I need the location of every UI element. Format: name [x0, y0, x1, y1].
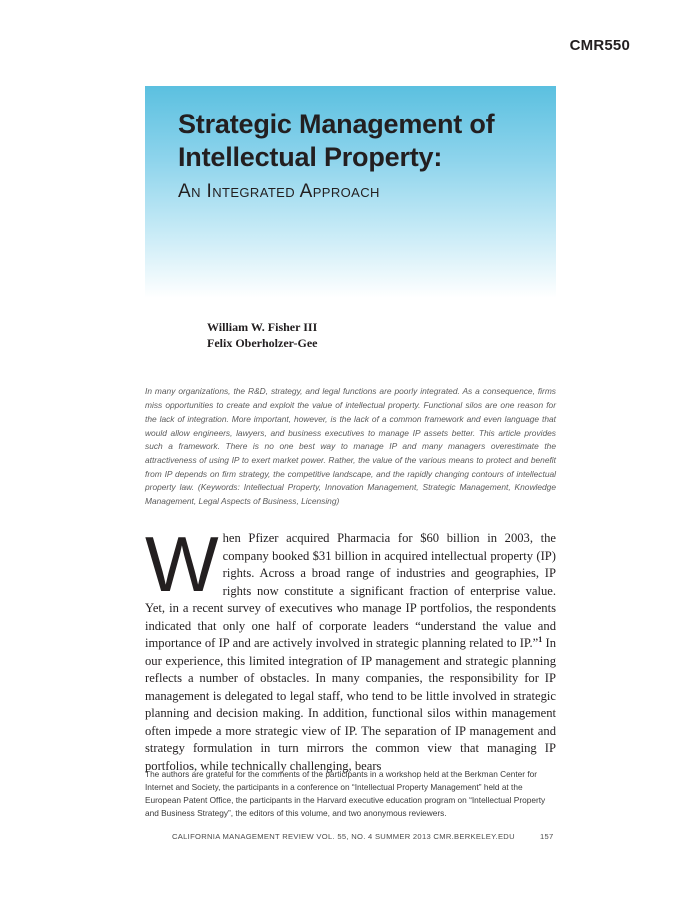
title-line-1: Strategic Management of	[178, 109, 495, 139]
body-text	[145, 520, 557, 775]
footnote-ref[interactable]: 1	[538, 634, 543, 644]
article-code: CMR550	[569, 37, 630, 54]
article-subtitle: An Integrated Approach	[178, 181, 380, 202]
article-title	[178, 108, 494, 174]
author-name: Felix Oberholzer-Gee	[207, 336, 318, 350]
drop-cap: W	[145, 520, 217, 608]
author-name: William W. Fisher III	[207, 320, 318, 334]
acknowledgment-note: The authors are grateful for the comments of the participants in a workshop held at the Berkman Center for Internet and Society, the participants in a conference on “Intellectual Property Management” held at the European Patent Office, the participants in the Harvard executive education program on “Intellectual Property and Business Strategy”, the editors of this volume, and two anonymous reviewers.	[145, 769, 546, 819]
body-paragraph-part-1: hen Pfizer acquired Pharmacia for $60 billion in 2003, the company booked $31 billion in acquired intellectual property (IP) rights. Across a broad range of industries and geographies, IP rights now constitute a significant fraction of enterprise value. Yet, in a recent survey of executives who manage IP portfolios, the respondents indicated that only one half of corporate leaders “understand the value and importance of IP and are actively involved in strategic planning related to IP.”	[145, 531, 556, 650]
title-line-2: Intellectual Property:	[178, 142, 443, 172]
body-paragraph-part-2: In our experience, this limited integration of IP management and strategic planning reflects a number of obstacles. In many companies, the responsibility for IP management is delegated to legal staff, who tend to be little involved in strategic planning and decision making. In addition, functional silos within management often impede a more strategic view of IP. The separation of IP management and strategy formulation in turn mirrors the common view that managing IP portfolios, while technically challenging, bears	[145, 636, 557, 773]
page-number: 157	[540, 832, 554, 841]
journal-info: CALIFORNIA MANAGEMENT REVIEW VOL. 55, NO. 4 SUMMER 2013 CMR.BERKELEY.EDU	[172, 832, 515, 841]
abstract: In many organizations, the R&D, strategy, and legal functions are poorly integrated. As a consequence, firms miss opportunities to create and exploit the value of intellectual property. Functional silos are one reason for the lack of integration. More important, however, is the lack of a common framework and even language that would allow engineers, lawyers, and business executives to manage IP assets better. This article provides such a framework. There is no one best way to manage IP and many managers overestimate the attractiveness of using IP to exert market power. Rather, the value of the various means to protect and benefit from IP depends on firm strategy, the competitive landscape, and the rapidly changing contours of intellectual property law. (Keywords: Intellectual Property, Innovation Management, Strategic Management, Knowledge Management, Legal Aspects of Business, Licensing)	[145, 386, 556, 507]
author-list	[207, 319, 318, 351]
